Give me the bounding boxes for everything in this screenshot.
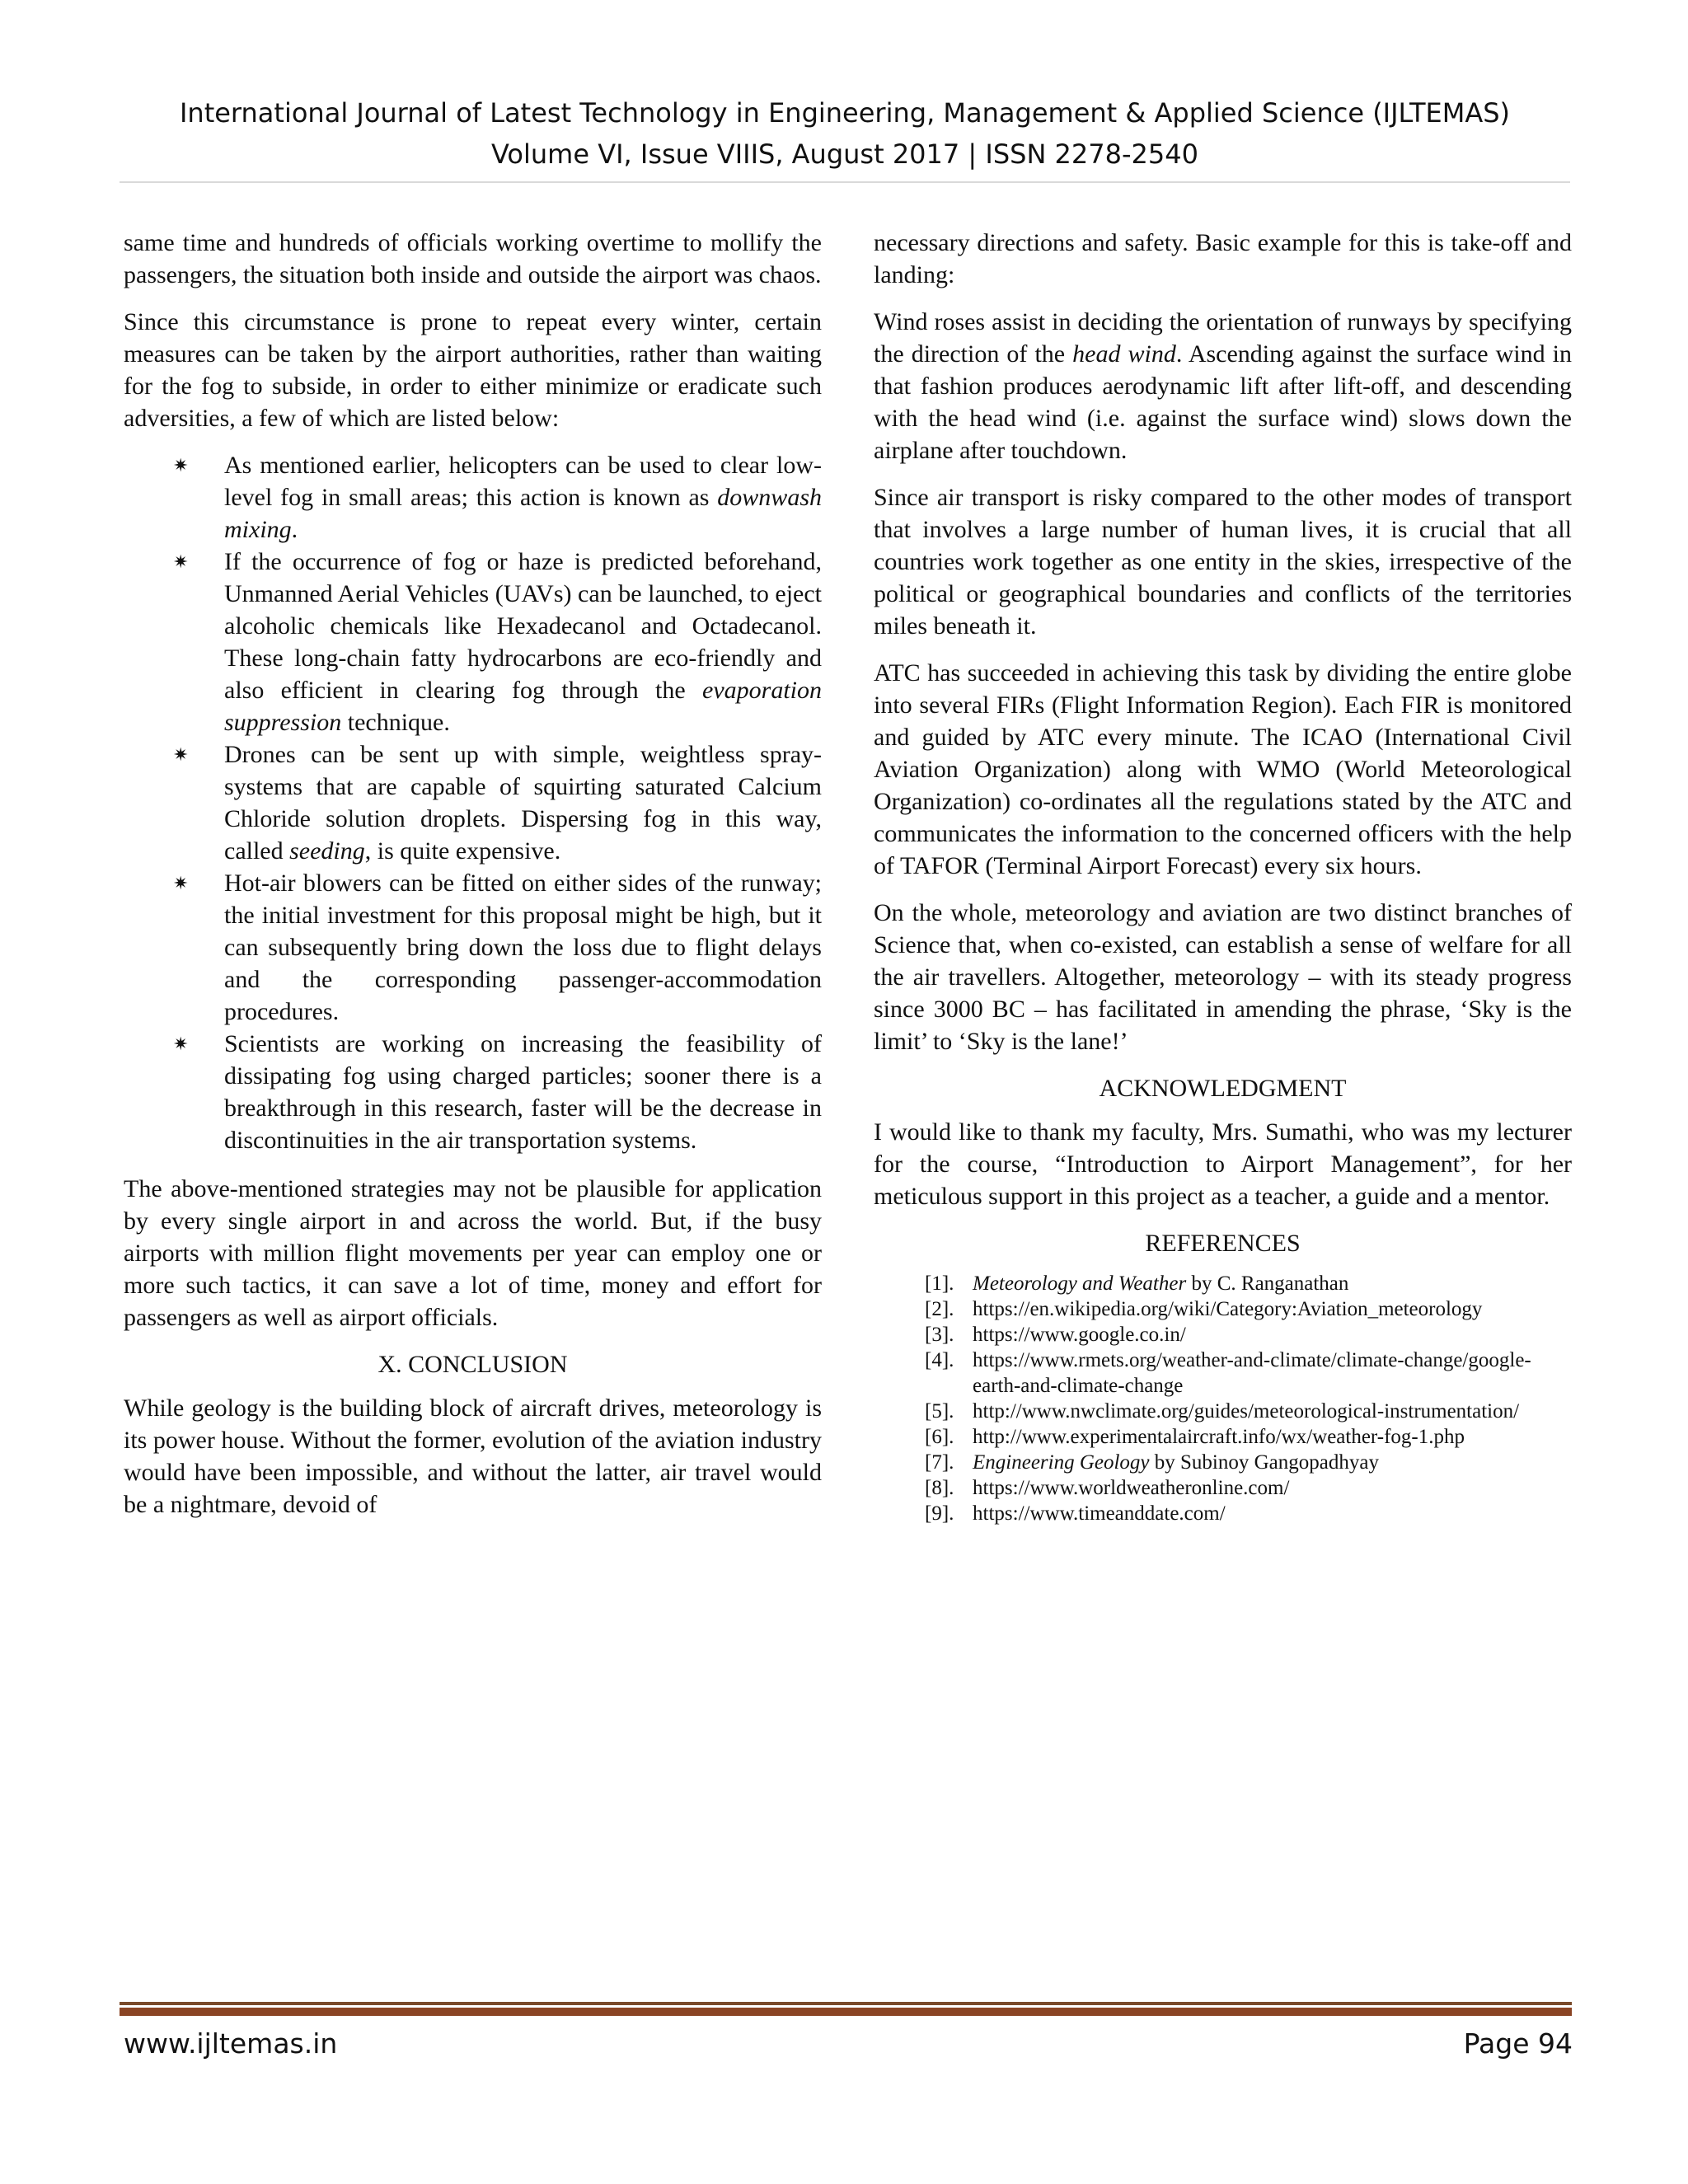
page-number: Page 94	[1463, 2027, 1573, 2060]
reference-number: [1].	[925, 1272, 954, 1295]
paragraph: necessary directions and safety. Basic example for this is take-off and landing:	[874, 229, 1572, 288]
paragraph	[874, 306, 1572, 466]
paragraph: On the whole, meteorology and aviation are two distinct branches of Science that, when co-existed, can establish a sense of welfare for all the air travellers. Altogether, meteorology – with its steady progress since 3000 BC – has facilitated in amending the phrase, ‘Sky is the limit’ to ‘Sky is the lane!’	[874, 899, 1572, 1055]
journal-title: International Journal of Latest Technology in Engineering, Management & Applied Science (IJLTEMAS)	[179, 97, 1511, 129]
list-item-text: .	[291, 516, 298, 543]
reference-link[interactable]: https://www.timeanddate.com/	[973, 1502, 1226, 1525]
list-item-text: As mentioned earlier, helicopters can be used to clear low-level fog in small areas; this action is known as	[224, 452, 822, 511]
emphasis-text: seeding	[289, 837, 365, 865]
asterisk-bullet-icon: ✷	[173, 873, 189, 893]
list-item	[124, 738, 822, 867]
reference-item	[874, 1399, 1572, 1424]
list-item-text: , is quite expensive.	[364, 837, 561, 865]
paragraph: same time and hundreds of officials working overtime to mollify the passengers, the situation both inside and outside the airport was chaos.	[124, 229, 822, 288]
reference-number: [7].	[925, 1451, 954, 1474]
right-column	[874, 227, 1572, 1526]
paragraph: ATC has succeeded in achieving this task by dividing the entire globe into several FIRs (Flight Information Region). Each FIR is monitored and guided by ATC every minute. The ICAO (International Civil Aviation Organization) along with WMO (World Meteorological Organization) co-ordinates all the regulations stated by the ATC and communicates the information to the concerned officers with the help of TAFOR (Terminal Airport Forecast) every six hours.	[874, 659, 1572, 879]
section-heading-conclusion: X. CONCLUSION	[377, 1351, 568, 1378]
reference-item	[874, 1424, 1572, 1450]
paragraph: I would like to thank my faculty, Mrs. Sumathi, who was my lecturer for the course, “Introduction to Airport Management”, for her meticulous support in this project as a teacher, a guide and a mentor.	[874, 1118, 1572, 1210]
reference-text: by Subinoy Gangopadhyay	[1149, 1451, 1379, 1474]
measures-list	[124, 449, 822, 1156]
reference-number: [9].	[925, 1502, 954, 1525]
asterisk-bullet-icon: ✷	[173, 744, 189, 765]
list-item	[124, 867, 822, 1028]
paragraph: While geology is the building block of aircraft drives, meteorology is its power house. Without the former, evolution of the aviation industry would have been impossible, and without the latter, air travel would be a nightmare, devoid of	[124, 1394, 822, 1518]
references-list	[874, 1271, 1572, 1526]
reference-item	[874, 1475, 1572, 1501]
reference-text: by C. Ranganathan	[1186, 1272, 1349, 1295]
asterisk-bullet-icon: ✷	[173, 1033, 189, 1054]
reference-number: [3].	[925, 1324, 954, 1346]
asterisk-bullet-icon: ✷	[173, 455, 189, 476]
footer-divider-thin	[120, 2002, 1572, 2005]
list-item-text: If the occurrence of fog or haze is predicted beforehand, Unmanned Aerial Vehicles (UAVs) can be launched, to eject alcoholic chemicals like Hexadecanol and Octadecanol. These long-chain fatty hydrocarbons are eco-friendly and also efficient in clearing fog through the	[224, 548, 822, 704]
reference-number: [8].	[925, 1477, 954, 1499]
reference-number: [5].	[925, 1400, 954, 1422]
emphasis-text: head wind	[1072, 340, 1176, 368]
paragraph-text: . Ascending against the surface wind in that fashion produces aerodynamic lift after lift-off, and descending with the head wind (i.e. against the surface wind) slows down the airplane after touchdown.	[874, 340, 1572, 464]
left-column	[124, 227, 822, 1535]
emphasis-text: downwash mixing	[224, 484, 822, 543]
section-heading-acknowledgment: ACKNOWLEDGMENT	[1099, 1075, 1347, 1102]
reference-link[interactable]: https://en.wikipedia.org/wiki/Category:Aviation_meteorology	[973, 1298, 1483, 1320]
footer-website[interactable]: www.ijltemas.in	[124, 2027, 338, 2060]
paragraph: The above-mentioned strategies may not be plausible for application by every single airport in and across the world. But, if the busy airports with million flight movements per year can employ one or more such tactics, it can save a lot of time, money and effort for passengers as well as airport officials.	[124, 1175, 822, 1331]
reference-title: Meteorology and Weather	[973, 1272, 1187, 1295]
reference-title: Engineering Geology	[973, 1451, 1150, 1474]
emphasis-text: evaporation suppression	[224, 677, 822, 736]
list-item	[124, 449, 822, 546]
reference-item	[874, 1296, 1572, 1322]
section-heading-references: REFERENCES	[1145, 1230, 1301, 1257]
paragraph: Since this circumstance is prone to repeat every winter, certain measures can be taken by the airport authorities, rather than waiting for the fog to subside, in order to either minimize or eradicate such adversities, a few of which are listed below:	[124, 308, 822, 432]
reference-item	[874, 1450, 1572, 1475]
header-divider	[120, 181, 1570, 183]
paragraph: Since air transport is risky compared to the other modes of transport that involves a large number of human lives, it is crucial that all countries work together as one entity in the skies, irrespective of the political or geographical boundaries and conflicts of the territories miles beneath it.	[874, 484, 1572, 640]
list-item-text: Scientists are working on increasing the feasibility of dissipating fog using charged particles; sooner there is a breakthrough in this research, faster will be the decrease in discontinuities in the air transportation systems.	[224, 1030, 822, 1154]
reference-number: [2].	[925, 1298, 954, 1320]
reference-item	[874, 1271, 1572, 1296]
journal-header	[120, 92, 1570, 175]
list-item-text: Drones can be sent up with simple, weightless spray-systems that are capable of squirting saturated Calcium Chloride solution droplets. Dispersing fog in this way, called	[224, 741, 822, 865]
reference-link[interactable]: https://www.rmets.org/weather-and-climate/climate-change/google-earth-and-climate-change	[973, 1349, 1531, 1397]
footer-divider-thick	[120, 2008, 1572, 2016]
list-item	[124, 546, 822, 738]
list-item-text: Hot-air blowers can be fitted on either sides of the runway; the initial investment for this proposal might be high, but it can subsequently bring down the loss due to flight delays and the corresponding passenger-accommodation procedures.	[224, 869, 822, 1025]
reference-link[interactable]: http://www.nwclimate.org/guides/meteorological-instrumentation/	[973, 1400, 1520, 1422]
reference-link[interactable]: https://www.worldweatheronline.com/	[973, 1477, 1290, 1499]
reference-item	[874, 1322, 1572, 1347]
reference-number: [4].	[925, 1349, 954, 1371]
list-item	[124, 1028, 822, 1156]
reference-number: [6].	[925, 1426, 954, 1448]
journal-issue: Volume VI, Issue VIIIS, August 2017 | ISSN 2278-2540	[491, 138, 1198, 170]
list-item-text: technique.	[341, 709, 450, 736]
reference-link[interactable]: https://www.google.co.in/	[973, 1324, 1186, 1346]
reference-item	[874, 1347, 1572, 1399]
asterisk-bullet-icon: ✷	[173, 551, 189, 572]
reference-link[interactable]: http://www.experimentalaircraft.info/wx/weather-fog-1.php	[973, 1426, 1465, 1448]
reference-item	[874, 1501, 1572, 1526]
paragraph-text: Wind roses assist in deciding the orientation of runways by specifying the direction of the	[874, 308, 1572, 368]
